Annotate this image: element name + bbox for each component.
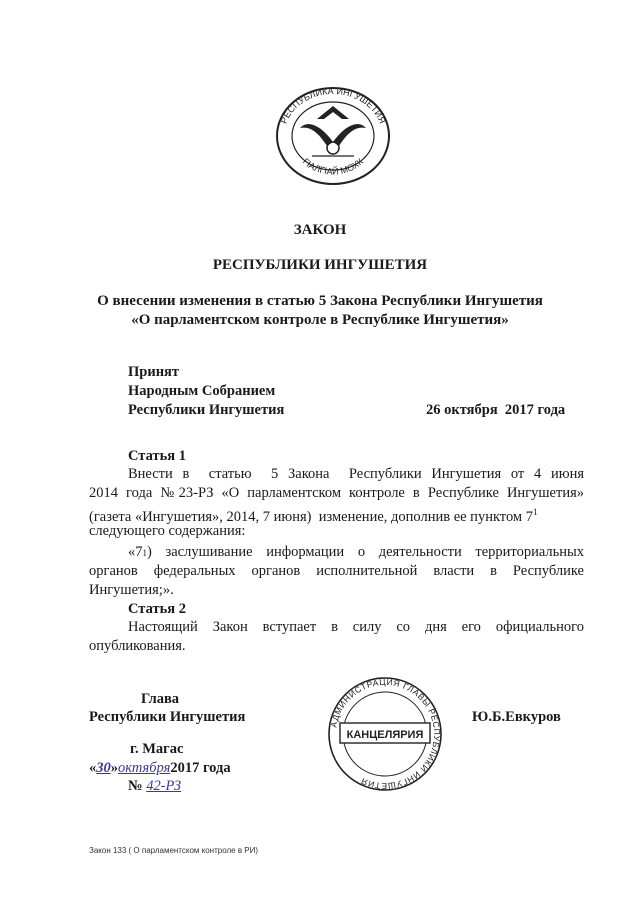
law-number: № 42-РЗ [128,778,182,794]
head-title-republic: Республики Ингушетия [89,709,246,725]
superscript-1b: 1 [142,548,147,558]
article1-point-line2: органов федеральных органов исполнительной власти в Республике [89,563,584,579]
city: г. Магас [130,741,184,757]
signing-date: «30»октября2017 года [89,760,231,776]
law-title: ЗАКОН [293,222,347,238]
law-subtitle-line1: О внесении изменения в статью 5 Закона Республики Ингушетия [97,293,543,309]
republic-emblem-seal [272,84,394,188]
svg-text:РЕСПУБЛИКА ИНГУШЕТИЯ: РЕСПУБЛИКА ИНГУШЕТИЯ [278,85,388,126]
adoption-date: 26 октября 2017 года [426,402,566,418]
svg-text:ГІАЛГІАЙ МОХК: ГІАЛГІАЙ МОХК [300,156,366,177]
republic-title: РЕСПУБЛИКИ ИНГУШЕТИЯ [212,257,428,273]
article1-line2: 2014 года №23-РЗ «О парламентском контроле в Республике Ингушетия» [89,485,584,501]
superscript-1: 1 [532,507,538,517]
svg-text:АДМИНИСТРАЦИЯ ГЛАВЫ РЕСПУБЛИКИ: АДМИНИСТРАЦИЯ ГЛАВЫ РЕСПУБЛИКИ ИНГУШЕТИЯ [328,676,443,792]
adopted-by-republic: Республики Ингушетия [128,402,285,418]
footer-doc-name: Закон 133 ( О парламентском контроле в РИ) [89,846,259,855]
article1-point-line1: «7 1 ) заслушивание информации о деятельности территориальных [128,543,584,563]
law-subtitle-line2: «О парламентском контроле в Республике Ингушетия» [131,312,509,328]
article2-line1: Настоящий Закон вступает в силу со дня его официального [128,619,584,635]
article2-line2: опубликования. [89,638,186,654]
law-number-handwritten: 42-РЗ [146,778,182,794]
article2-heading: Статья 2 [128,601,186,617]
chancellery-stamp [326,675,444,793]
article1-line1: Внести в статью 5 Закона Республики Ингушетия от 4 июня [128,466,584,482]
article1-point-line3: Ингушетия;». [89,582,174,598]
date-day-handwritten: 30 [96,760,111,776]
head-title: Глава [141,691,180,707]
date-month-handwritten: октября [118,760,171,776]
article1-line4: следующего содержания: [89,523,246,539]
article1-line3: (газета «Ингушетия», 2014, 7 июня) изменение, дополнив ее пунктом $7^1$ [89,507,538,525]
svg-text:КАНЦЕЛЯРИЯ: КАНЦЕЛЯРИЯ [346,729,424,741]
signatory-name: Ю.Б.Евкуров [472,709,561,725]
adopted-label: Принят [128,364,180,380]
article1-heading: Статья 1 [128,448,186,464]
adopted-by: Народным Собранием [128,383,276,399]
